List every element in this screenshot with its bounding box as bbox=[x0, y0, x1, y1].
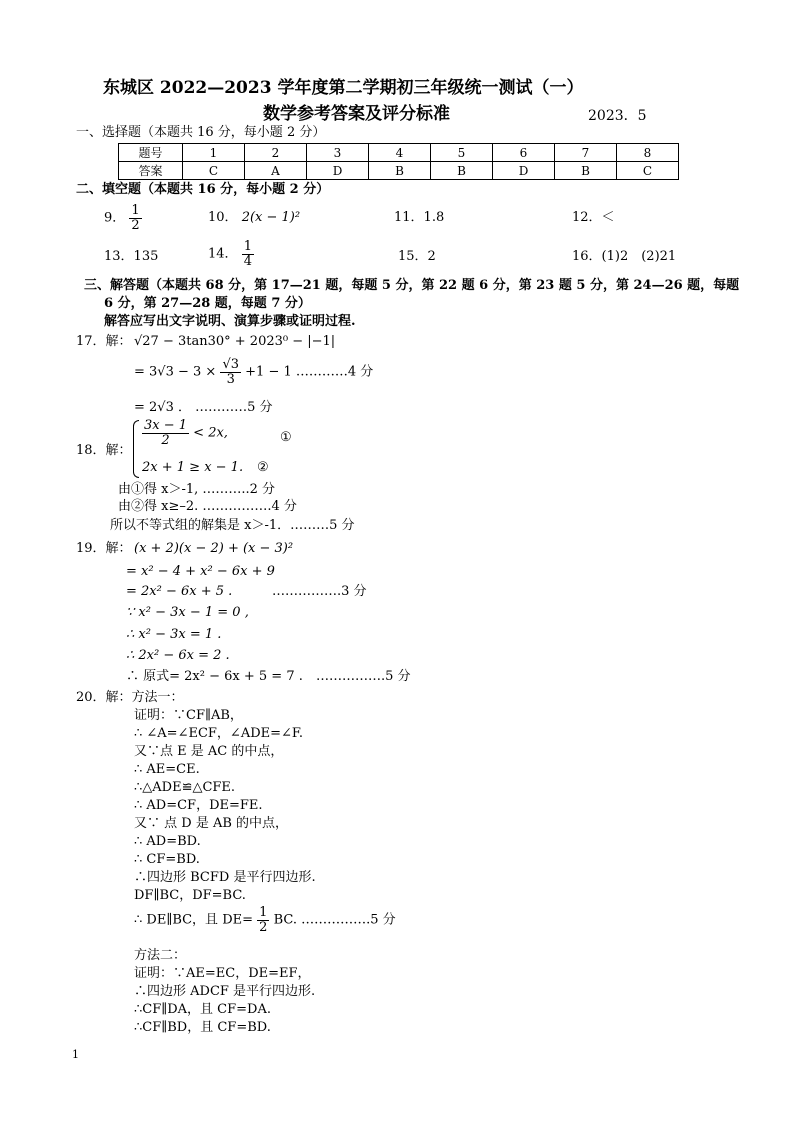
q20-line: ∴ AE=CE. bbox=[134, 762, 200, 777]
table-cell: A bbox=[245, 162, 307, 180]
section1-heading: 一、选择题（本题共 16 分，每小题 2 分） bbox=[76, 125, 326, 140]
q17-step1 bbox=[134, 358, 373, 386]
numerator: 1 bbox=[243, 239, 252, 254]
page-subtitle: 数学参考答案及评分标准 bbox=[263, 104, 450, 124]
q20-line: 又∵ 点 D 是 AB 的中点， bbox=[134, 816, 289, 831]
q20-line: ∴ ∠A=∠ECF，∠ADE=∠F. bbox=[134, 726, 304, 741]
q19-line3: ∵ x² − 3x − 1 = 0 , bbox=[126, 605, 249, 620]
section3-heading-cont: 6 分，第 27—28 题，每题 7 分） bbox=[104, 296, 311, 311]
q18-label: 18．解： bbox=[76, 443, 132, 458]
answer-q15: 15．2 bbox=[398, 249, 436, 264]
date: 2023．5 bbox=[588, 108, 647, 124]
section3-instruction: 解答应写出文字说明、演算步骤或证明过程. bbox=[104, 314, 356, 329]
question-number: 9． bbox=[104, 210, 126, 226]
section2-heading: 二、填空题（本题共 16 分，每小题 2 分） bbox=[76, 182, 330, 197]
q17-step2: = 2√3 ． …………5 分 bbox=[134, 400, 273, 415]
q20-method2-line: ∴四边形 ADCF 是平行四边形. bbox=[134, 984, 316, 999]
numerator: 3x − 1 bbox=[144, 418, 188, 433]
answer-q16: 16．(1)2 (2)21 bbox=[572, 249, 677, 264]
table-cell: B bbox=[555, 162, 617, 180]
question-number: 14． bbox=[208, 246, 238, 262]
q18-inequality-2: 2x + 1 ≥ x − 1. bbox=[142, 460, 244, 475]
table-row-answers bbox=[119, 162, 679, 180]
math-expression: BC. …………….5 分 bbox=[273, 912, 396, 928]
table-cell: B bbox=[369, 162, 431, 180]
q19-line6: ∴ 原式= 2x² − 6x + 5 = 7 . bbox=[126, 669, 303, 684]
numerator: √3 bbox=[222, 357, 240, 372]
denominator: 3 bbox=[226, 371, 235, 387]
page-title: 东城区 2022—2023 学年度第二学期初三年级统一测试（一） bbox=[103, 78, 584, 98]
table-row-numbers bbox=[119, 144, 679, 162]
fraction bbox=[242, 240, 254, 268]
q19-line2: = 2x² − 6x + 5 . bbox=[126, 584, 233, 599]
q18-mark-1: ① bbox=[280, 430, 292, 445]
q19-line1: = x² − 4 + x² − 6x + 9 bbox=[126, 564, 275, 579]
q19-line5: ∴ 2x² − 6x = 2 . bbox=[126, 648, 230, 663]
q20-line: 又∵点 E 是 AC 的中点， bbox=[134, 744, 284, 759]
table-cell: 6 bbox=[493, 144, 555, 162]
numerator: 1 bbox=[259, 905, 268, 920]
q20-line: DF∥BC，DF=BC. bbox=[134, 888, 246, 903]
table-cell: 7 bbox=[555, 144, 617, 162]
math-expression: < 2x, bbox=[193, 425, 228, 441]
table-cell: C bbox=[183, 162, 245, 180]
math-expression: 2(x − 1)² bbox=[241, 210, 301, 225]
q19-expression: (x + 2)(x − 2) + (x − 3)² bbox=[134, 541, 294, 556]
q19-score1: …………….3 分 bbox=[272, 584, 367, 599]
table-row-label: 答案 bbox=[119, 162, 183, 180]
fraction bbox=[142, 419, 189, 447]
table-cell: 5 bbox=[431, 144, 493, 162]
table-row-label: 题号 bbox=[119, 144, 183, 162]
q20-method2-line: ∴CF∥BD，且 CF=BD. bbox=[134, 1020, 271, 1035]
system-brace bbox=[133, 420, 139, 478]
q20-line: ∴△ADE≌△CFE. bbox=[134, 780, 236, 795]
q19-label: 19．解： bbox=[76, 541, 132, 556]
table-cell: 8 bbox=[617, 144, 679, 162]
answer-table bbox=[118, 143, 679, 180]
fraction bbox=[129, 204, 141, 232]
answer-q11: 11．1.8 bbox=[394, 210, 445, 225]
q18-inequality-1 bbox=[142, 419, 228, 447]
q20-line: ∴ AD=CF，DE=FE. bbox=[134, 798, 263, 813]
section3-heading: 三、解答题（本题共 68 分，第 17—21 题，每题 5 分，第 22 题 6 分，第 23 题 5 分，第 24—26 题，每题 bbox=[84, 278, 740, 293]
answer-q14 bbox=[208, 240, 254, 268]
q20-line: ∴四边形 BCFD 是平行四边形. bbox=[134, 870, 316, 885]
q20-line: 证明：∵CF∥AB， bbox=[134, 708, 243, 723]
table-cell: B bbox=[431, 162, 493, 180]
q17-expression: √27 − 3tan30° + 2023⁰ − |−1| bbox=[134, 334, 336, 349]
table-cell: D bbox=[307, 162, 369, 180]
q20-conclusion bbox=[134, 906, 396, 934]
fraction bbox=[257, 906, 269, 934]
page-number: 1 bbox=[72, 1048, 79, 1061]
q20-line: ∴ AD=BD. bbox=[134, 834, 201, 849]
denominator: 2 bbox=[259, 919, 268, 935]
q20-method2-label: 方法二： bbox=[134, 948, 187, 963]
q17-label: 17．解： bbox=[76, 334, 132, 349]
q20-line: ∴ CF=BD. bbox=[134, 852, 200, 867]
table-cell: 1 bbox=[183, 144, 245, 162]
math-expression: = 3√3 − 3 × bbox=[134, 364, 217, 380]
table-cell: 2 bbox=[245, 144, 307, 162]
question-number: 10． bbox=[208, 210, 238, 225]
q18-line1: 由①得 x＞-1, ………..2 分 bbox=[118, 482, 276, 497]
fraction bbox=[220, 358, 241, 386]
table-cell: 3 bbox=[307, 144, 369, 162]
answer-q9 bbox=[104, 204, 142, 232]
q19-score2: …………….5 分 bbox=[316, 669, 411, 684]
answer-q12: 12．＜ bbox=[572, 210, 615, 225]
q20-label: 20．解：方法一： bbox=[76, 690, 184, 705]
numerator: 1 bbox=[131, 203, 140, 218]
denominator: 2 bbox=[131, 217, 140, 233]
q19-line4: ∴ x² − 3x = 1 . bbox=[126, 627, 222, 642]
q18-mark-2: ② bbox=[257, 460, 269, 475]
q20-method2-line: 证明：∵AE=EC，DE=EF， bbox=[134, 966, 311, 981]
table-cell: C bbox=[617, 162, 679, 180]
q18-line3: 所以不等式组的解集是 x＞-1．………5 分 bbox=[110, 518, 355, 533]
math-expression: +1 − 1 …………4 分 bbox=[245, 364, 374, 380]
table-cell: 4 bbox=[369, 144, 431, 162]
q18-line2: 由②得 x≥–2. …………….4 分 bbox=[118, 499, 297, 514]
denominator: 2 bbox=[161, 432, 170, 448]
math-expression: ∴ DE∥BC，且 DE= bbox=[134, 912, 253, 928]
answer-q10 bbox=[208, 210, 300, 226]
denominator: 4 bbox=[243, 253, 252, 269]
answer-q13: 13．135 bbox=[104, 249, 159, 264]
table-cell: D bbox=[493, 162, 555, 180]
q20-method2-line: ∴CF∥DA，且 CF=DA. bbox=[134, 1002, 271, 1017]
